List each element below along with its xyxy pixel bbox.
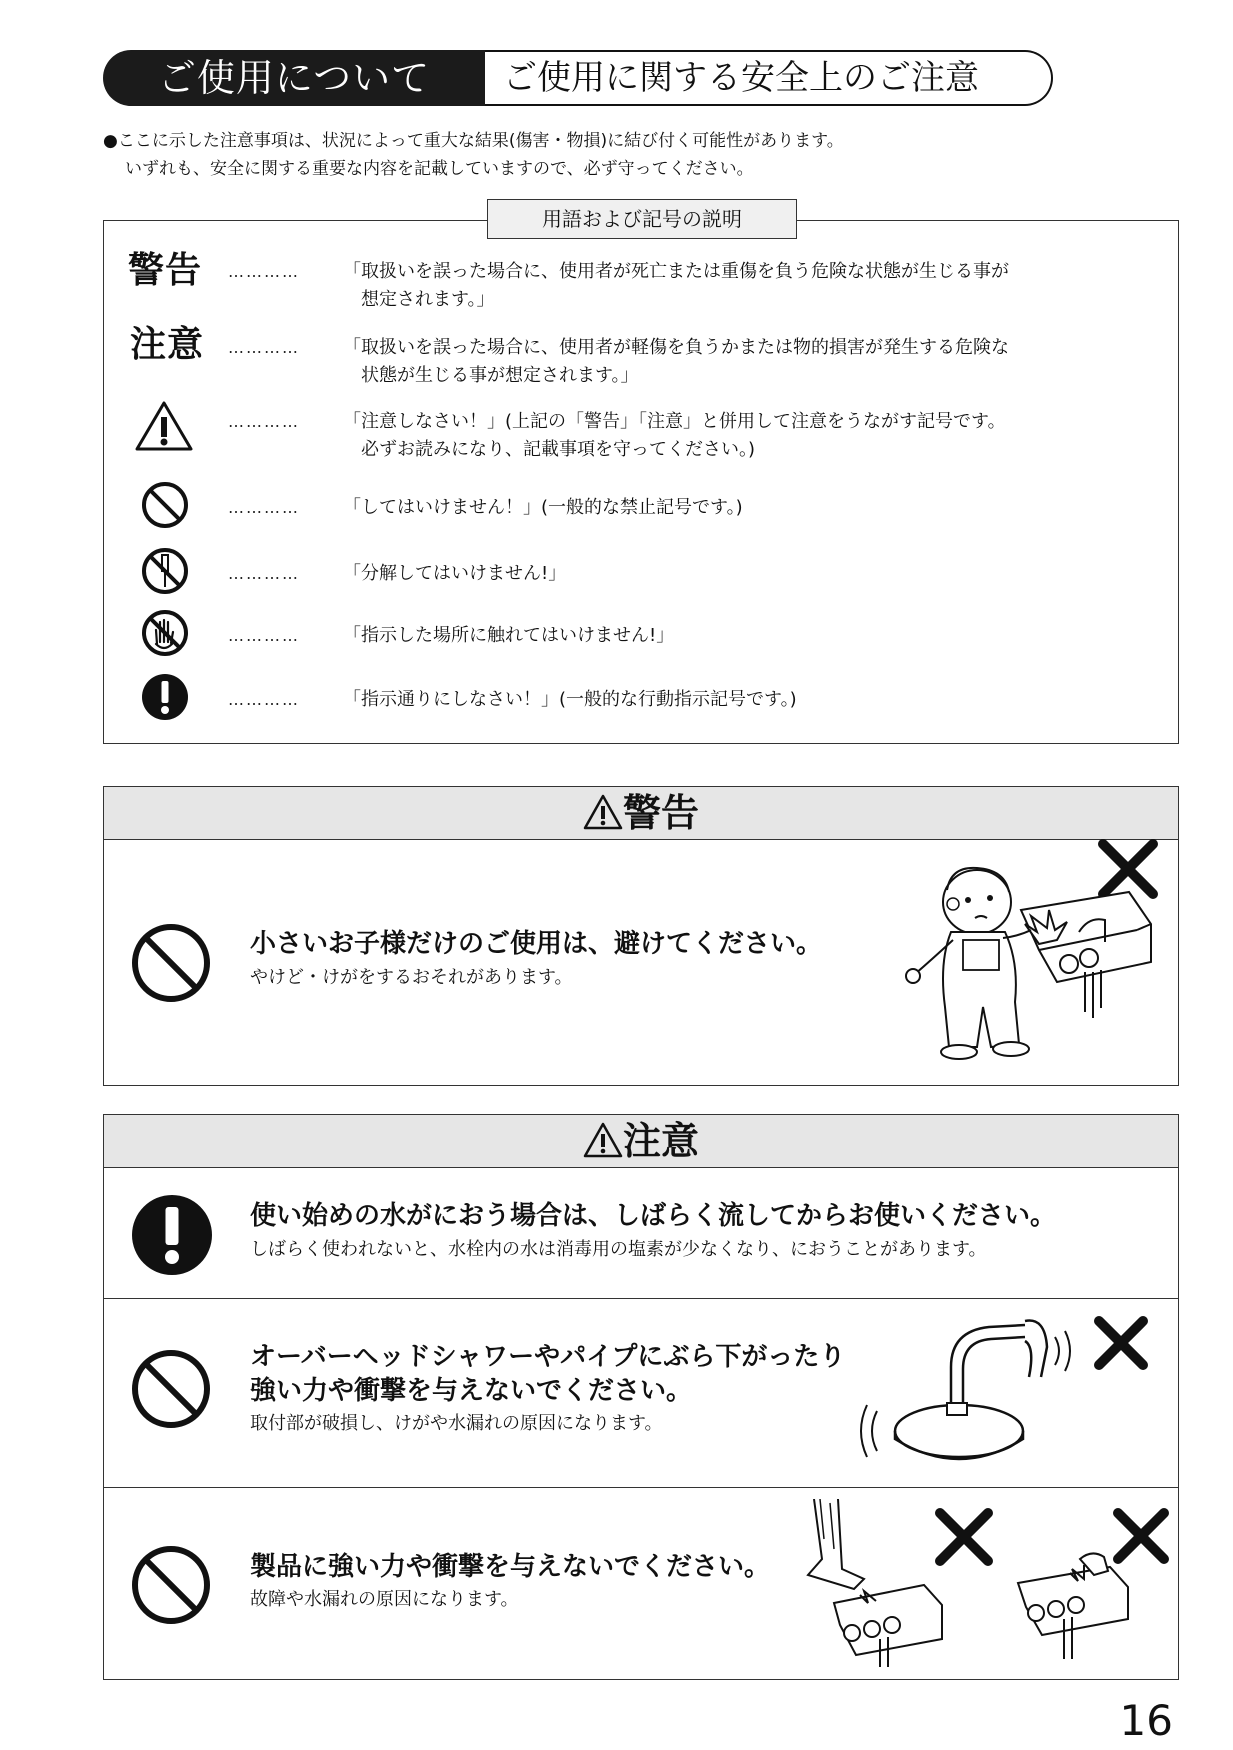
hitting-faucet-illustration [1014,1499,1174,1669]
intro-line-2: いずれも、安全に関する重要な内容を記載していますので、必ず守ってください。 [125,159,754,179]
legend-desc-line: 「分解してはいけません!」 [343,563,567,584]
legend-term-caution: 注意 [130,324,205,365]
prohibition-icon [130,922,212,1004]
prohibition-icon [130,1544,212,1626]
legend-desc-line: 状態が生じる事が想定されます。」 [361,365,639,386]
legend-title: 用語および記号の説明 [487,199,797,239]
legend-dots: ………… [228,412,300,431]
legend-desc-line: 必ずお読みになり、記載事項を守ってください。) [361,439,756,460]
no-disassembly-icon [140,546,190,596]
header-pill-title: ご使用について [103,50,485,106]
prohibition-icon [130,1348,212,1430]
prohibition-icon [140,480,190,530]
legend-dots: ………… [228,338,300,357]
caution-message-line-2: 強い力や衝撃を与えないでください。 [250,1376,693,1406]
legend-dots: ………… [228,498,300,517]
overhead-shower-illustration [849,1307,1149,1487]
row-divider [104,1487,1178,1488]
caution-detail: しばらく使われないと、水栓内の水は消毒用の塩素が少なくなり、におうことがあります。 [250,1239,987,1260]
caution-triangle-icon [583,1122,623,1158]
cross-mark-icon [1099,1321,1143,1365]
caution-message: 製品に強い力や衝撃を与えないでください。 [250,1552,771,1582]
cross-mark-icon [940,1513,988,1561]
caution-section [103,1114,1179,1680]
legend-desc-line: 「取扱いを誤った場合に、使用者が死亡または重傷を負う危険な状態が生じる事が [343,261,1009,282]
legend-desc-line: 「してはいけません！」(一般的な禁止記号です。) [343,497,743,518]
legend-desc-line: 「指示した場所に触れてはいけません!」 [343,625,675,646]
cross-mark-icon [1118,1513,1164,1559]
row-divider [104,1298,1178,1299]
legend-dots: ………… [228,262,300,281]
legend-dots: ………… [228,626,300,645]
caution-triangle-icon [583,794,623,830]
caution-triangle-icon [134,400,194,452]
header-subtitle: ご使用に関する安全上のご注意 [503,58,979,98]
cross-mark-icon [1103,844,1153,894]
page-number: 16 [1119,1696,1173,1745]
caution-heading: 注意 [622,1119,699,1163]
child-touching-faucet-illustration [879,832,1169,1072]
legend-box [103,220,1179,744]
warning-message: 小さいお子様だけのご使用は、避けてください。 [250,929,823,959]
warning-detail: やけど・けがをするおそれがあります。 [250,967,573,988]
caution-detail: 取付部が破損し、けがや水漏れの原因になります。 [250,1413,663,1434]
legend-desc-line: 「指示通りにしなさい！」(一般的な行動指示記号です。) [343,689,797,710]
stepping-on-faucet-illustration [794,1499,1004,1669]
page-header [103,50,1055,106]
warning-section [103,786,1179,1086]
no-touch-icon [140,608,190,658]
caution-detail: 故障や水漏れの原因になります。 [250,1589,519,1610]
legend-desc-line: 「取扱いを誤った場合に、使用者が軽傷を負うかまたは物的損害が発生する危険な [343,337,1009,358]
legend-dots: ………… [228,690,300,709]
warning-heading: 警告 [622,791,699,835]
legend-dots: ………… [228,564,300,583]
legend-desc-line: 「注意しなさい！」(上記の「警告」「注意」と併用して注意をうながす記号です。 [343,411,1006,432]
mandatory-action-icon [130,1193,214,1277]
legend-desc-line: 想定されます。」 [361,289,495,310]
legend-term-warning: 警告 [128,250,203,291]
caution-heading-bar [104,1115,1178,1168]
intro-line-1: ●ここに示した注意事項は、状況によって重大な結果(傷害・物損)に結び付く可能性があります。 [103,131,844,151]
caution-message-line-1: オーバーヘッドシャワーやパイプにぶら下がったり [250,1342,846,1372]
caution-message: 使い始めの水がにおう場合は、しばらく流してからお使いください。 [250,1201,1057,1231]
mandatory-action-icon [140,672,190,722]
